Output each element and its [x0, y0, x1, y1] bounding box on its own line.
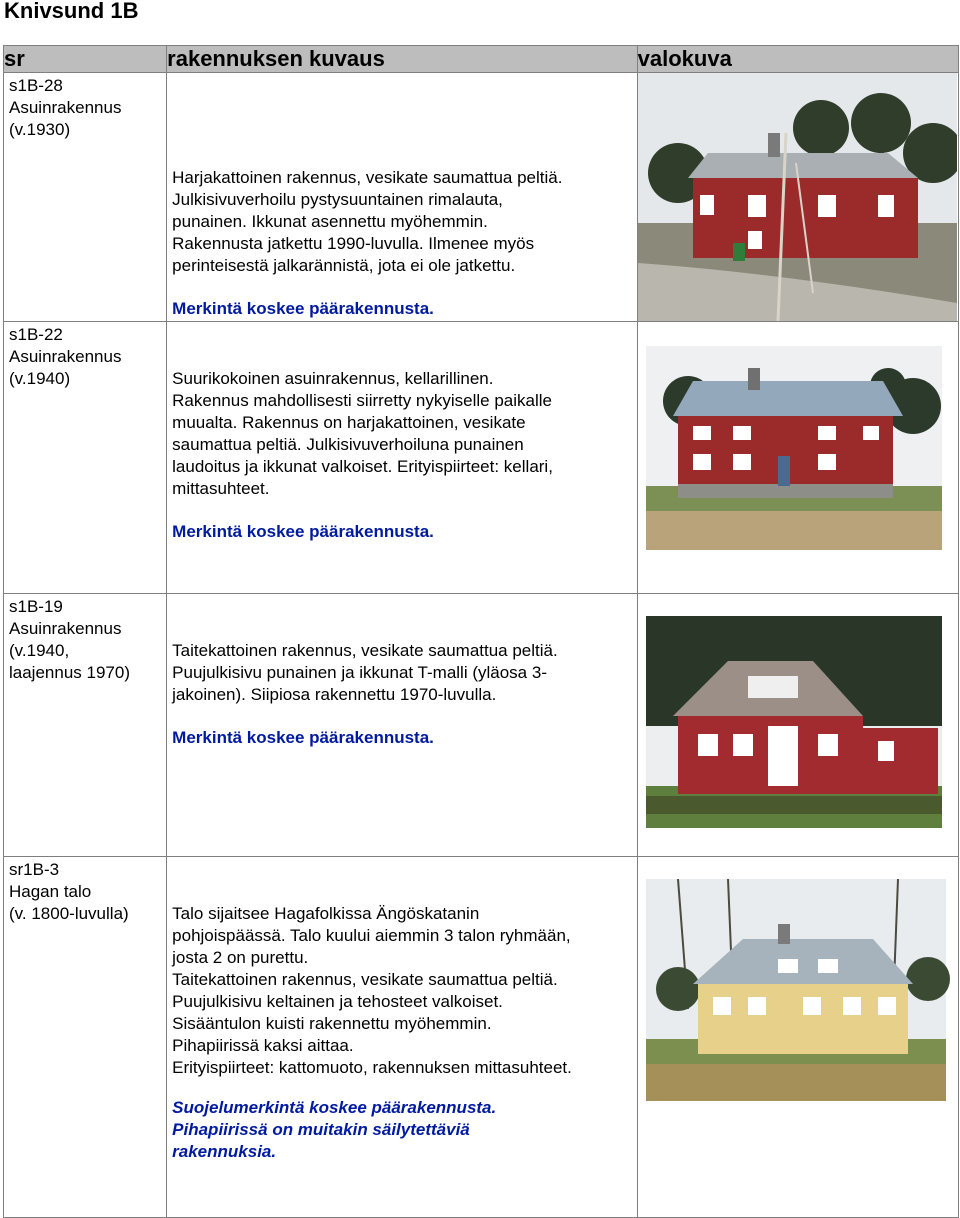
photo-cell — [637, 857, 958, 1218]
description-cell — [167, 857, 637, 1218]
description-line: Puujulkisivu keltainen ja tehosteet valkoiset. — [172, 992, 503, 1011]
sr-year: (v.1940, — [9, 641, 70, 660]
description-line: jakoinen). Siipiosa rakennettu 1970-luvulla. — [172, 685, 497, 704]
sr-cell — [4, 73, 167, 322]
table-header-row — [4, 46, 959, 73]
protection-note-extra: Pihapiirissä on muitakin säilytettäviä — [172, 1120, 470, 1139]
photo-cell — [637, 322, 958, 594]
building-inventory-table — [3, 45, 959, 1218]
description-cell — [167, 322, 637, 594]
description-line: mittasuhteet. — [172, 479, 270, 498]
description-line: Suurikokoinen asuinrakennus, kellarillinen. — [172, 369, 494, 388]
header-sr: sr — [4, 46, 167, 73]
sr-year-extension: laajennus 1970) — [9, 663, 130, 682]
description-line: Rakennusta jatkettu 1990-luvulla. Ilmenee myös — [172, 234, 535, 253]
table-row — [4, 857, 959, 1218]
description-line: pohjoispäässä. Talo kuului aiemmin 3 talon ryhmään, — [172, 926, 571, 945]
page-title: Knivsund 1B — [4, 0, 139, 23]
table-row — [4, 322, 959, 594]
sr-year: (v.1930) — [9, 120, 71, 139]
description-line: Sisääntulon kuisti rakennettu myöhemmin. — [172, 1014, 492, 1033]
description-line: Julkisivuverhoilu pystysuuntainen rimalauta, — [172, 190, 503, 209]
description-line: perinteisestä jalkarännistä, jota ei ole jatkettu. — [172, 256, 516, 275]
description-line: laudoitus ja ikkunat valkoiset. Erityispiirteet: kellari, — [172, 457, 553, 476]
sr-year: (v. 1800-luvulla) — [9, 904, 129, 923]
sr-cell — [4, 322, 167, 594]
header-description: rakennuksen kuvaus — [167, 46, 637, 73]
header-photo: valokuva — [637, 46, 958, 73]
sr-year: (v.1940) — [9, 369, 71, 388]
description-line: Erityispiirteet: kattomuoto, rakennuksen mittasuhteet. — [172, 1058, 572, 1077]
sr-cell — [4, 594, 167, 857]
description-line: Taitekattoinen rakennus, vesikate saumattua peltiä. — [172, 641, 558, 660]
sr-type: Asuinrakennus — [9, 619, 122, 638]
protection-note: Merkintä koskee päärakennusta. — [172, 522, 434, 541]
description-line: punainen. Ikkunat asennettu myöhemmin. — [172, 212, 488, 231]
sr-type: Hagan talo — [9, 882, 92, 901]
sr-cell — [4, 857, 167, 1218]
photo-cell — [637, 594, 958, 857]
sr-id: s1B-22 — [9, 325, 63, 344]
sr-id: sr1B-3 — [9, 860, 60, 879]
description-line: Harjakattoinen rakennus, vesikate saumattua peltiä. — [172, 168, 563, 187]
house-photo-red-2 — [638, 346, 957, 593]
protection-note: Merkintä koskee päärakennusta. — [172, 728, 434, 747]
protection-note: Merkintä koskee päärakennusta. — [172, 299, 434, 318]
table-row — [4, 73, 959, 322]
sr-type: Asuinrakennus — [9, 347, 122, 366]
protection-note-extra: rakennuksia. — [172, 1142, 277, 1161]
description-line: Puujulkisivu punainen ja ikkunat T-malli (yläosa 3- — [172, 663, 547, 682]
house-photo-red-1 — [638, 73, 957, 321]
description-line: Taitekattoinen rakennus, vesikate saumattua peltiä. — [172, 970, 558, 989]
description-cell — [167, 594, 637, 857]
description-line: Talo sijaitsee Hagafolkissa Ängöskatanin — [172, 904, 480, 923]
description-line: muualta. Rakennus on harjakattoinen, vesikate — [172, 413, 526, 432]
house-photo-yellow — [638, 879, 957, 1217]
table-row — [4, 594, 959, 857]
description-line: josta 2 on purettu. — [172, 948, 309, 967]
sr-id: s1B-19 — [9, 597, 63, 616]
description-line: saumattua peltiä. Julkisivuverhoiluna punainen — [172, 435, 524, 454]
protection-note: Suojelumerkintä koskee päärakennusta. — [172, 1098, 497, 1117]
description-line: Rakennus mahdollisesti siirretty nykyiselle paikalle — [172, 391, 552, 410]
sr-id: s1B-28 — [9, 76, 63, 95]
house-photo-red-3 — [638, 616, 957, 856]
sr-type: Asuinrakennus — [9, 98, 122, 117]
photo-cell — [637, 73, 958, 322]
description-cell — [167, 73, 637, 322]
description-line: Pihapiirissä kaksi aittaa. — [172, 1036, 354, 1055]
